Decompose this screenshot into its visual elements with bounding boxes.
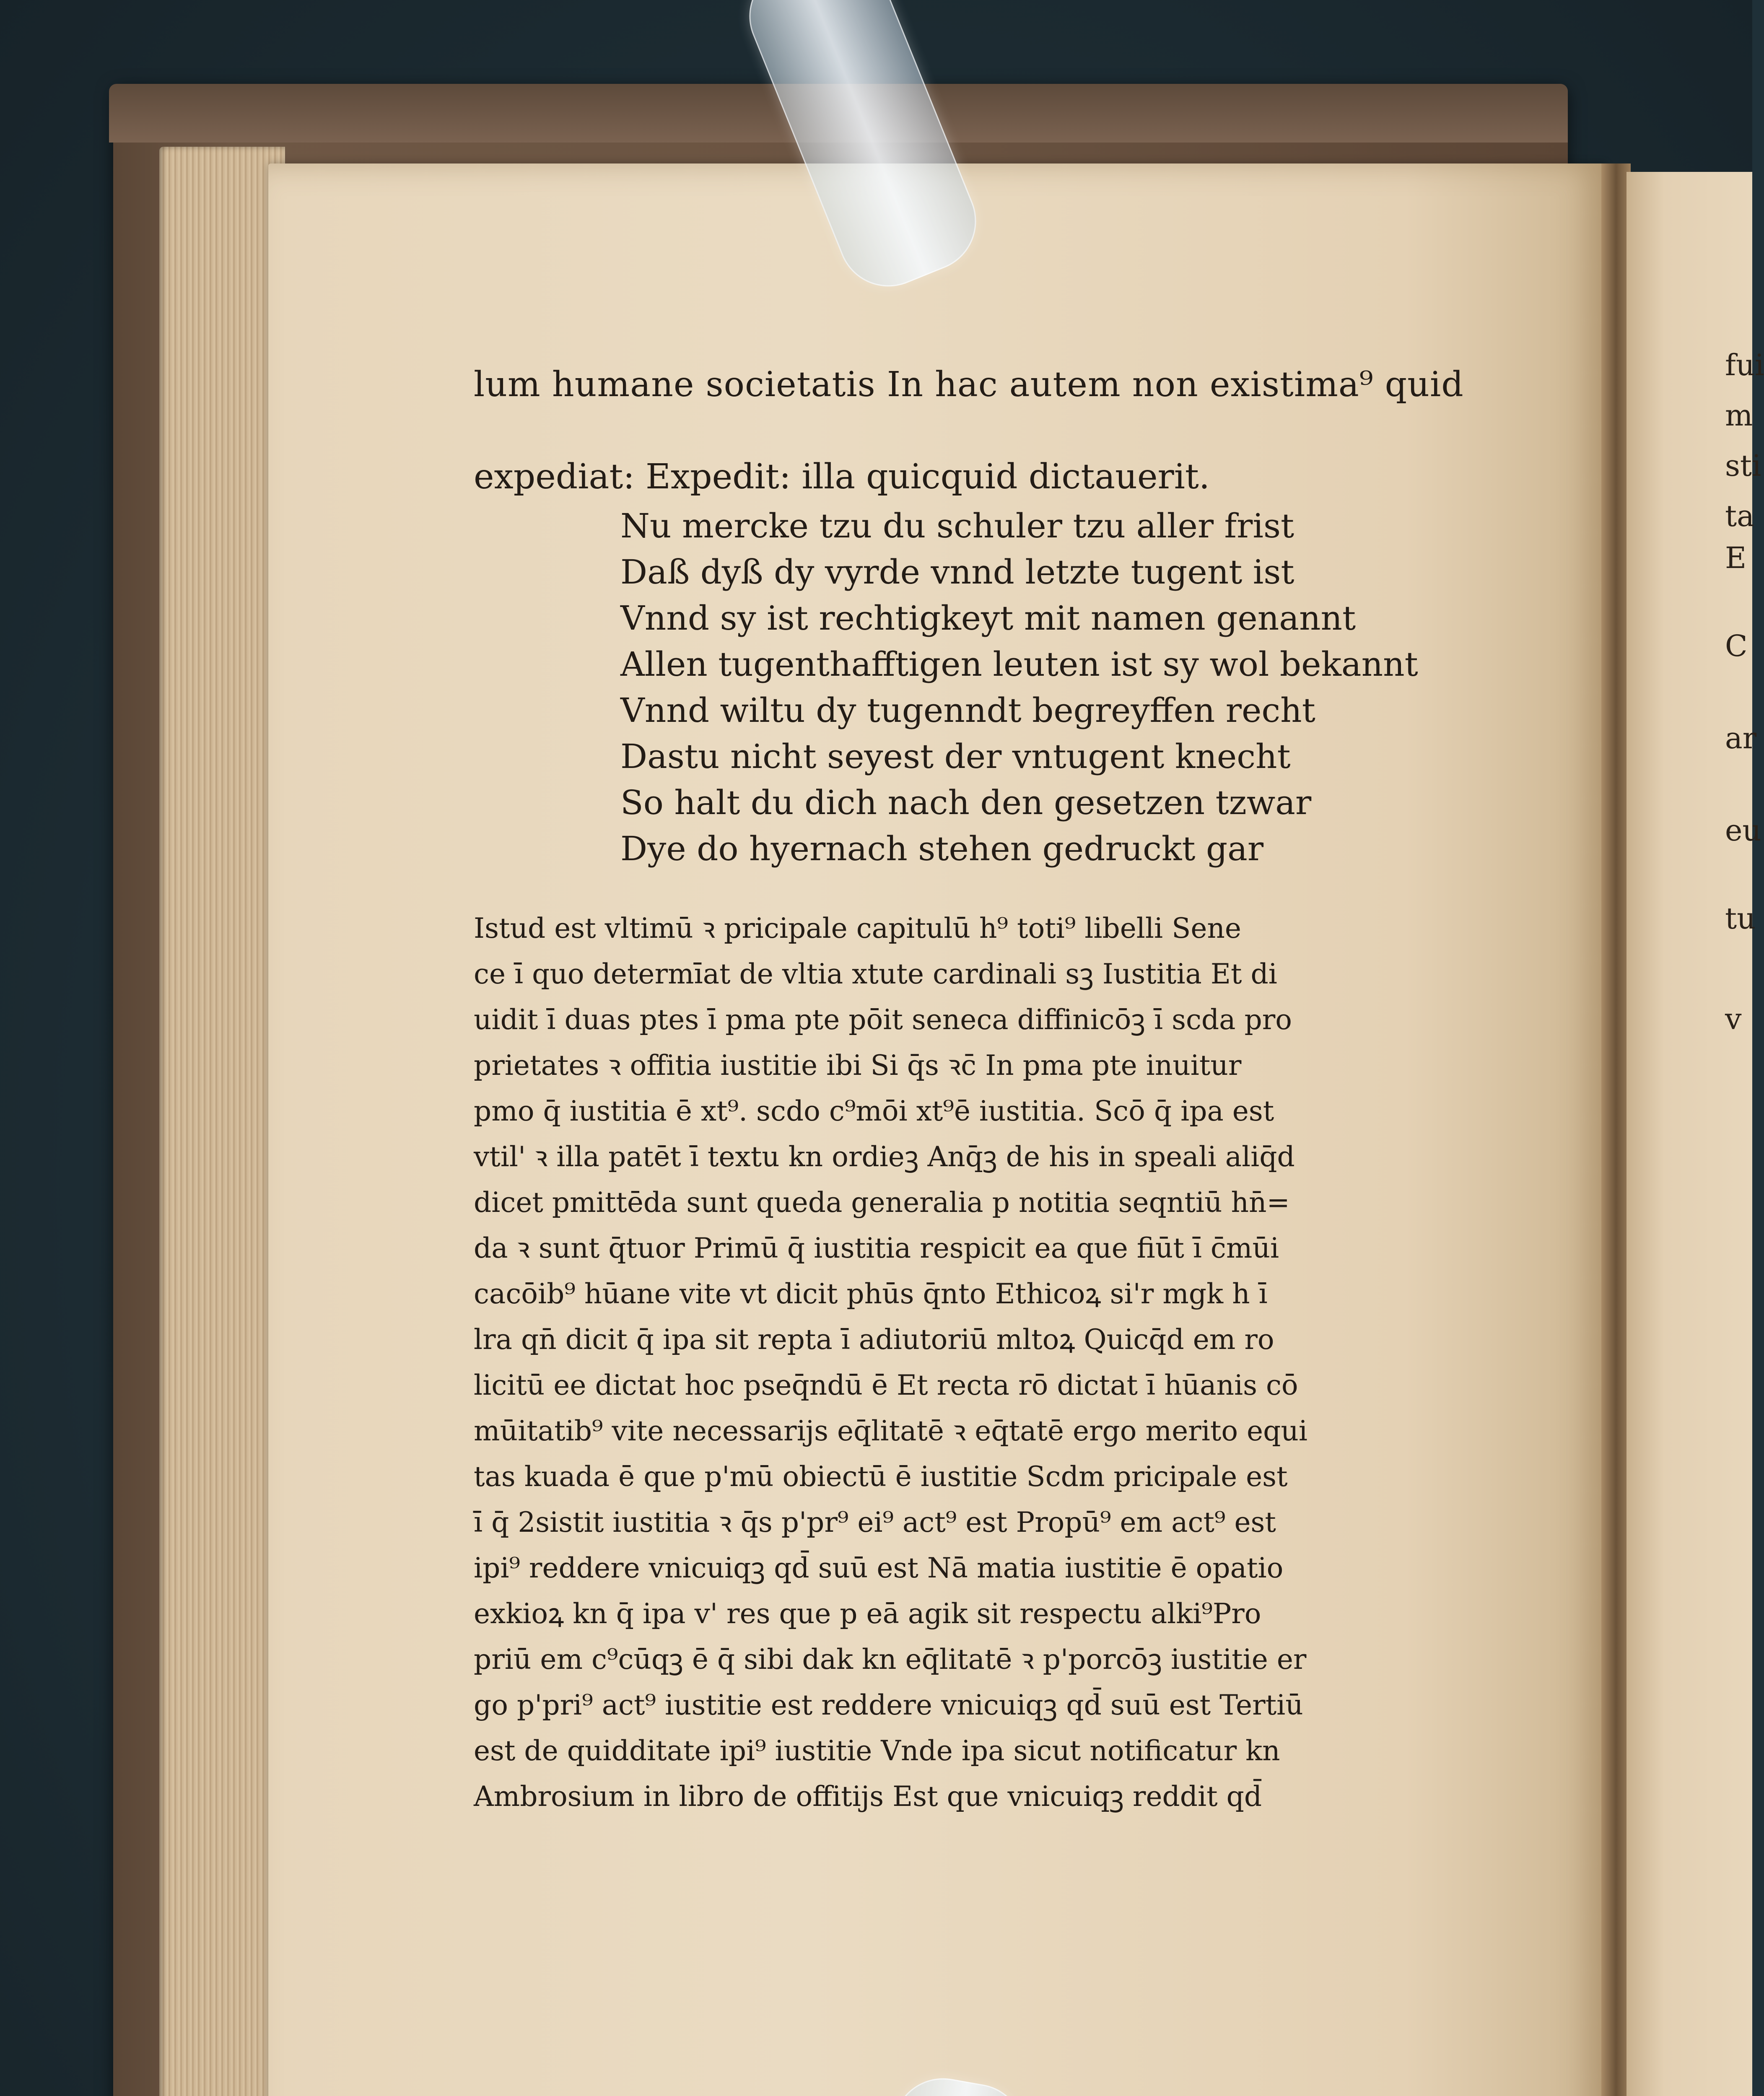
right-page-fragment: tu	[1725, 901, 1756, 936]
commentary-line: uidit ī duas ptes ī pma pte pōit seneca diffinicōꝫ ī scda pro	[474, 1004, 1292, 1036]
latin-line: expediat: Expedit: illa quicquid dictauerit.	[474, 457, 1210, 497]
commentary-line: vtil' ꝛ illa patēt ī textu kn ordieꝫ Anq̄ꝫ de his in speali aliq̄d	[474, 1141, 1295, 1173]
commentary-line: pmo q̄ iustitia ē xt⁹. scdo c⁹mōi xt⁹ē iustitia. Scō q̄ ipa est	[474, 1095, 1274, 1127]
verse-line: So halt du dich nach den gesetzen tzwar	[620, 783, 1312, 822]
right-page-fragment: fui	[1725, 348, 1764, 382]
page-edges-stack	[159, 147, 285, 2096]
commentary-line: Ambrosium in libro de offitijs Est que vnicuiqꝫ reddit qd̄	[474, 1780, 1262, 1813]
verse-line: Dye do hyernach stehen gedruckt gar	[620, 829, 1264, 868]
commentary-line: est de quidditate ipi⁹ iustitie Vnde ipa sicut notificatur kn	[474, 1735, 1280, 1767]
commentary-line: dicet pmittēda sunt queda generalia p notitia seqntiū hn̄=	[474, 1186, 1290, 1219]
commentary-line: exkioꝝ kn q̄ ipa v' res que p eā agik sit respectu alki⁹Pro	[474, 1598, 1261, 1630]
verse-line: Allen tugenthafftigen leuten ist sy wol bekannt	[620, 645, 1418, 684]
commentary-line: da ꝛ sunt q̄tuor Primū q̄ iustitia respicit ea que fiūt ī c̄mūi	[474, 1232, 1279, 1264]
right-page-fragment: ar	[1725, 721, 1757, 755]
verse-line: Nu mercke tzu du schuler tzu aller frist	[620, 506, 1294, 545]
right-page-fragment: ta	[1725, 499, 1754, 533]
verse-line: Vnnd sy ist rechtigkeyt mit namen genannt	[620, 599, 1356, 638]
commentary-line: licitū ee dictat hoc pseq̄ndū ē Et recta rō dictat ī hūanis cō	[474, 1369, 1298, 1401]
verse-block	[620, 503, 1418, 872]
right-page-fragment: E	[1725, 541, 1747, 575]
commentary-line: priū em c⁹cūqꝫ ē q̄ sibi dak kn eq̄litatē ꝛ p'porcōꝫ iustitie er	[474, 1643, 1307, 1676]
commentary-line: tas kuada ē que p'mū obiectū ē iustitie Scdm pricipale est	[474, 1460, 1288, 1493]
commentary-line: go p'pri⁹ act⁹ iustitie est reddere vnicuiqꝫ qd̄ suū est Tertiū	[474, 1689, 1303, 1721]
commentary-line: ce ī quo determīat de vltia xtute cardinali sꝫ Iustitia Et di	[474, 958, 1277, 990]
commentary-line: cacōib⁹ hūane vite vt dicit phūs q̄nto Ethicoꝝ si'r mgk h ī	[474, 1278, 1268, 1310]
commentary-line: lra qn̄ dicit q̄ ipa sit repta ī adiutoriū mltoꝝ Quicq̄d em ro	[474, 1323, 1274, 1356]
right-page-fragment: C	[1725, 629, 1748, 663]
commentary-block	[474, 905, 1492, 1819]
right-page-fragment: v	[1725, 1002, 1742, 1036]
right-page-fragment: m	[1725, 398, 1753, 433]
right-page-fragment: sti	[1725, 449, 1761, 483]
commentary-line: ī q̄ 2sistit iustitia ꝛ q̄s p'pr⁹ ei⁹ act⁹ est Propū⁹ em act⁹ est	[474, 1506, 1276, 1538]
commentary-line: Istud est vltimū ꝛ pricipale capitulū h⁹ toti⁹ libelli Sene	[474, 912, 1241, 944]
running-line: lum humane societatis In hac autem non existima⁹ quid	[474, 365, 1464, 405]
right-page-fragment: eu	[1725, 813, 1761, 848]
commentary-line: ipi⁹ reddere vnicuiqꝫ qd̄ suū est Nā matia iustitie ē opatio	[474, 1552, 1284, 1584]
verse-line: Vnnd wiltu dy tugenndt begreyffen recht	[620, 691, 1315, 730]
commentary-line: mūitatib⁹ vite necessarijs eq̄litatē ꝛ eq̄tatē ergo merito equi	[474, 1415, 1307, 1447]
commentary-line: prietates ꝛ offitia iustitie ibi Si q̄s ꝛc̄ In pma pte inuitur	[474, 1049, 1242, 1082]
verse-line: Daß dyß dy vyrde vnnd letzte tugent ist	[620, 553, 1294, 591]
verse-line: Dastu nicht seyest der vntugent knecht	[620, 737, 1291, 776]
